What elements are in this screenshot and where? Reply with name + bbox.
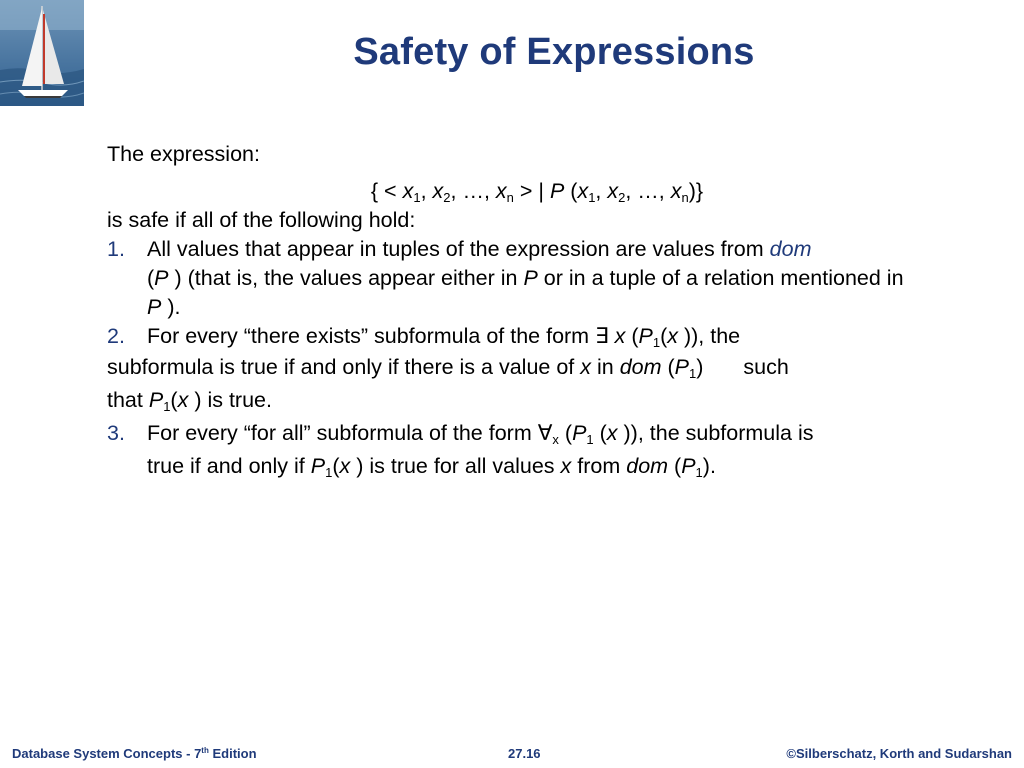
item3-text-g: from bbox=[571, 454, 627, 478]
footer-left-end: Edition bbox=[208, 746, 257, 761]
item2-x4: x bbox=[177, 388, 189, 412]
item3-sub2: 1 bbox=[325, 465, 333, 480]
item2-text-a: For every “there exists” subformula of the form ∃ bbox=[147, 324, 615, 348]
formula-paren: ( bbox=[564, 179, 578, 203]
item3-P2: P bbox=[310, 454, 326, 478]
item2-text-e: in bbox=[591, 355, 620, 379]
item3-sub1: 1 bbox=[586, 432, 594, 447]
formula-sub2: 2 bbox=[443, 190, 451, 205]
item3-text-c: ( bbox=[593, 421, 607, 445]
item2-such: such bbox=[743, 355, 789, 379]
item2-text-g: ) bbox=[696, 355, 704, 379]
item2-text-b: ( bbox=[625, 324, 639, 348]
item2-x2: x bbox=[667, 324, 679, 348]
item2-P2: P bbox=[674, 355, 689, 379]
formula-subn: n bbox=[506, 190, 514, 205]
item3-sub3: 1 bbox=[695, 465, 703, 480]
item3-dom: dom bbox=[626, 454, 669, 478]
item1-text-a: All values that appear in tuples of the expression are values from bbox=[147, 237, 770, 261]
formula-psubn: n bbox=[681, 190, 689, 205]
item3-P: P bbox=[572, 421, 587, 445]
tuple-formula bbox=[107, 177, 907, 206]
formula-px1: x bbox=[577, 179, 589, 203]
item3-text-f: ) is true for all values bbox=[350, 454, 561, 478]
item1-text-c: ) (that is, the values appear either in bbox=[168, 266, 524, 290]
item2-sub1: 1 bbox=[652, 335, 661, 350]
formula-x2: x bbox=[432, 179, 444, 203]
item2-text-f: ( bbox=[661, 355, 675, 379]
formula-xn: x bbox=[495, 179, 507, 203]
item3-x2: x bbox=[339, 454, 351, 478]
formula-x1: x bbox=[402, 179, 414, 203]
formula-psub2: 2 bbox=[618, 190, 626, 205]
formula-sub1: 1 bbox=[413, 190, 421, 205]
list-number-2: 2. bbox=[107, 324, 125, 348]
item1-text-e: ). bbox=[161, 295, 181, 319]
item3-P3: P bbox=[681, 454, 696, 478]
item1-dom: dom bbox=[769, 237, 812, 261]
item1-text-b: ( bbox=[147, 266, 155, 290]
formula-mid: > | bbox=[513, 179, 550, 203]
condition-intro: is safe if all of the following hold: bbox=[107, 208, 416, 232]
item2-P: P bbox=[638, 324, 653, 348]
item3-text-e: ( bbox=[332, 454, 340, 478]
formula-pdots: , …, bbox=[625, 179, 671, 203]
item2-text-c: ( bbox=[660, 324, 668, 348]
item2-x3: x bbox=[580, 355, 591, 379]
list-item-2 bbox=[107, 322, 907, 351]
formula-open: { < bbox=[370, 179, 403, 203]
formula-px2: x bbox=[607, 179, 619, 203]
formula-P: P bbox=[549, 179, 565, 203]
item2-x: x bbox=[614, 324, 626, 348]
item2-line3: that bbox=[107, 388, 149, 412]
item3-x3: x bbox=[560, 454, 572, 478]
formula-pxn: x bbox=[670, 179, 682, 203]
item1-P2: P bbox=[523, 266, 538, 290]
item3-text-a: For every “for all” subformula of the form ∀ bbox=[147, 421, 553, 445]
slide-title: Safety of Expressions bbox=[353, 31, 755, 73]
formula-close: )} bbox=[688, 179, 704, 203]
footer-book-title bbox=[12, 746, 257, 761]
item2-text-d: )), the bbox=[678, 324, 741, 348]
item2-sub2: 1 bbox=[689, 366, 697, 381]
item3-subx: x bbox=[552, 432, 559, 447]
list-item-3 bbox=[107, 417, 907, 483]
item3-text-d: )), the subformula is bbox=[617, 421, 814, 445]
slide-footer bbox=[0, 744, 1024, 764]
sailboat-image bbox=[0, 0, 84, 106]
item2-dom: dom bbox=[619, 355, 662, 379]
formula-psub1: 1 bbox=[588, 190, 596, 205]
item3-x: x bbox=[606, 421, 618, 445]
item3-text-b: ( bbox=[558, 421, 573, 445]
slide-content bbox=[107, 140, 907, 483]
item2-P3: P bbox=[148, 388, 164, 412]
sailboat-logo bbox=[0, 0, 84, 106]
item1-P: P bbox=[154, 266, 169, 290]
list-number-1: 1. bbox=[107, 237, 125, 261]
footer-copyright: ©Silberschatz, Korth and Sudarshan bbox=[786, 746, 1012, 761]
formula-comma: , bbox=[420, 179, 433, 203]
list-number-3: 3. bbox=[107, 421, 125, 445]
item3-line2: true if and only if bbox=[147, 454, 311, 478]
item3-text-h: ( bbox=[668, 454, 682, 478]
item2-line2: subformula is true if and only if there is a value of bbox=[107, 355, 581, 379]
item2-continuation bbox=[107, 351, 907, 417]
item1-text-d: or in a tuple of a relation mentioned in bbox=[537, 266, 904, 290]
formula-pcomma: , bbox=[595, 179, 608, 203]
item2-text-i: ) is true. bbox=[188, 388, 272, 412]
item1-P3: P bbox=[147, 295, 162, 319]
list-item-1 bbox=[107, 235, 907, 322]
item2-text-h: ( bbox=[170, 388, 178, 412]
item2-sub3: 1 bbox=[163, 399, 171, 414]
footer-left-text: Database System Concepts - 7 bbox=[12, 746, 202, 761]
formula-dots: , …, bbox=[450, 179, 496, 203]
footer-slide-number: 27.16 bbox=[508, 746, 541, 761]
item3-text-i: ). bbox=[702, 454, 716, 478]
footer-left-sup: th bbox=[201, 746, 209, 755]
intro-text: The expression: bbox=[107, 142, 260, 166]
